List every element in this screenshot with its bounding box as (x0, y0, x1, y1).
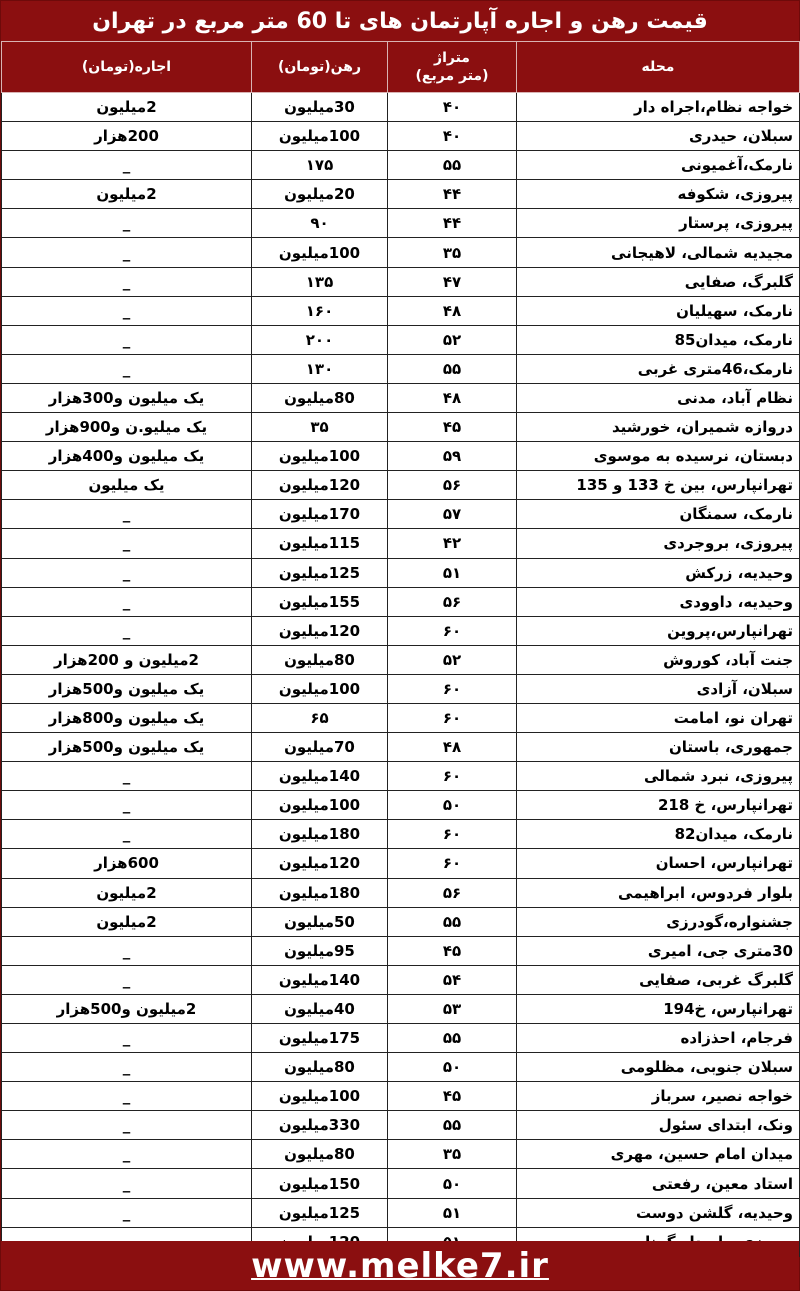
cell-mortgage: 100میلیون (252, 238, 388, 267)
table-row (2, 296, 800, 325)
header-rent: اجاره(تومان) (2, 42, 252, 93)
cell-area: پیروزی، پرستار (517, 209, 800, 238)
cell-rent: _ (2, 151, 252, 180)
cell-area: نارمک،46متری غربی (517, 354, 800, 383)
cell-size: ۳۵ (388, 1140, 517, 1169)
cell-rent: _ (2, 1169, 252, 1198)
cell-rent: _ (2, 1198, 252, 1227)
cell-rent: _ (2, 267, 252, 296)
cell-rent: _ (2, 296, 252, 325)
cell-size: ۵۰ (388, 791, 517, 820)
cell-rent: _ (2, 558, 252, 587)
cell-area: تهرانپارس، خ194 (517, 994, 800, 1023)
table-row (2, 529, 800, 558)
cell-size: ۶۰ (388, 762, 517, 791)
table-row (2, 703, 800, 732)
cell-area: نارمک، میدان85 (517, 325, 800, 354)
cell-size: ۶۰ (388, 674, 517, 703)
cell-size: ۵۱ (388, 558, 517, 587)
cell-rent: _ (2, 1111, 252, 1140)
cell-size: ۵۵ (388, 1111, 517, 1140)
cell-size: ۴۴ (388, 209, 517, 238)
cell-mortgage: 330میلیون (252, 1111, 388, 1140)
cell-area: وحیدیه، داوودی (517, 587, 800, 616)
table-row (2, 733, 800, 762)
cell-area: نارمک، سمنگان (517, 500, 800, 529)
header-size-line1: متراژ (434, 50, 470, 66)
cell-mortgage: ۱۷۵ (252, 151, 388, 180)
cell-area: میدان امام حسین، مهری (517, 1140, 800, 1169)
cell-rent: یک میلیون و500هزار (2, 733, 252, 762)
table-row (2, 791, 800, 820)
cell-size: ۴۰ (388, 122, 517, 151)
cell-mortgage: 125میلیون (252, 558, 388, 587)
cell-area: تهرانپارس، خ 218 (517, 791, 800, 820)
cell-size: ۴۵ (388, 413, 517, 442)
cell-rent: _ (2, 1082, 252, 1111)
cell-mortgage: 180میلیون (252, 878, 388, 907)
cell-rent: یک میلیون و300هزار (2, 383, 252, 412)
table-row (2, 354, 800, 383)
cell-size: ۵۵ (388, 1024, 517, 1053)
cell-area: دروازه شمیران، خورشید (517, 413, 800, 442)
cell-mortgage: 180میلیون (252, 820, 388, 849)
table-row (2, 820, 800, 849)
cell-rent: _ (2, 791, 252, 820)
cell-mortgage: 80میلیون (252, 645, 388, 674)
cell-rent: _ (2, 965, 252, 994)
cell-mortgage: 150میلیون (252, 1169, 388, 1198)
cell-area: بلوار فردوس، ابراهیمی (517, 878, 800, 907)
cell-rent: _ (2, 529, 252, 558)
cell-area: 30متری جی، امیری (517, 936, 800, 965)
cell-rent: 600هزار (2, 849, 252, 878)
table-row (2, 1169, 800, 1198)
cell-size: ۵۶ (388, 587, 517, 616)
cell-mortgage: 115میلیون (252, 529, 388, 558)
cell-rent: _ (2, 587, 252, 616)
table-row (2, 878, 800, 907)
cell-rent: _ (2, 238, 252, 267)
cell-area: جشنواره،گودرزی (517, 907, 800, 936)
cell-size: ۴۸ (388, 296, 517, 325)
cell-mortgage: 20میلیون (252, 180, 388, 209)
cell-mortgage: 50میلیون (252, 907, 388, 936)
cell-area: وحیدیه، گلشن دوست (517, 1198, 800, 1227)
cell-size: ۴۵ (388, 936, 517, 965)
website-link[interactable]: www.melke7.ir (251, 1245, 549, 1286)
cell-mortgage: 125میلیون (252, 1198, 388, 1227)
cell-rent: _ (2, 1024, 252, 1053)
cell-area: گلبرگ، صفایی (517, 267, 800, 296)
table-row (2, 267, 800, 296)
cell-size: ۵۳ (388, 994, 517, 1023)
cell-size: ۴۲ (388, 529, 517, 558)
cell-size: ۴۸ (388, 733, 517, 762)
cell-size: ۴۰ (388, 93, 517, 122)
header-row (2, 42, 800, 93)
table-row (2, 383, 800, 412)
cell-mortgage: 120میلیون (252, 849, 388, 878)
cell-area: ونک، ابتدای سئول (517, 1111, 800, 1140)
cell-rent: 2میلیون (2, 180, 252, 209)
cell-size: ۵۱ (388, 1198, 517, 1227)
cell-mortgage: 70میلیون (252, 733, 388, 762)
table-row (2, 93, 800, 122)
cell-mortgage: 155میلیون (252, 587, 388, 616)
cell-mortgage: ۶۵ (252, 703, 388, 732)
table-row (2, 558, 800, 587)
cell-rent: یک میلیون و500هزار (2, 674, 252, 703)
table-row (2, 616, 800, 645)
cell-size: ۴۵ (388, 1082, 517, 1111)
cell-size: ۵۵ (388, 151, 517, 180)
cell-area: جمهوری، باستان (517, 733, 800, 762)
cell-size: ۶۰ (388, 849, 517, 878)
cell-rent: 2میلیون و500هزار (2, 994, 252, 1023)
cell-size: ۴۷ (388, 267, 517, 296)
table-title: قیمت رهن و اجاره آپارتمان های تا 60 متر مربع در تهران (1, 1, 799, 41)
cell-rent: یک میلیون و800هزار (2, 703, 252, 732)
cell-size: ۵۵ (388, 354, 517, 383)
cell-mortgage: 140میلیون (252, 762, 388, 791)
cell-rent: _ (2, 820, 252, 849)
cell-area: فرجام، احذزاده (517, 1024, 800, 1053)
cell-area: وحیدیه، زرکش (517, 558, 800, 587)
cell-size: ۵۷ (388, 500, 517, 529)
cell-size: ۶۰ (388, 820, 517, 849)
table-row (2, 587, 800, 616)
table-body (2, 93, 800, 1257)
table-row (2, 965, 800, 994)
table-row (2, 907, 800, 936)
cell-mortgage: 140میلیون (252, 965, 388, 994)
cell-rent: _ (2, 1140, 252, 1169)
cell-mortgage: 100میلیون (252, 674, 388, 703)
cell-mortgage: 175میلیون (252, 1024, 388, 1053)
cell-rent: 2میلیون و 200هزار (2, 645, 252, 674)
table-row (2, 645, 800, 674)
cell-area: نارمک، سهیلیان (517, 296, 800, 325)
table-row (2, 122, 800, 151)
cell-size: ۵۲ (388, 325, 517, 354)
cell-area: خواجه نصیر، سرباز (517, 1082, 800, 1111)
table-row (2, 994, 800, 1023)
header-mortgage: رهن(تومان) (252, 42, 388, 93)
cell-size: ۵۰ (388, 1169, 517, 1198)
cell-area: نظام آباد، مدنی (517, 383, 800, 412)
cell-size: ۵۰ (388, 1053, 517, 1082)
cell-rent: _ (2, 354, 252, 383)
cell-area: دبستان، نرسیده به موسوی (517, 442, 800, 471)
cell-mortgage: ۳۵ (252, 413, 388, 442)
cell-mortgage: ۲۰۰ (252, 325, 388, 354)
cell-area: سبلان، آزادی (517, 674, 800, 703)
cell-rent: _ (2, 762, 252, 791)
cell-size: ۶۰ (388, 616, 517, 645)
cell-size: ۵۵ (388, 907, 517, 936)
cell-area: نارمک،آغمیونی (517, 151, 800, 180)
cell-area: تهران نو، امامت (517, 703, 800, 732)
cell-rent: 2میلیون (2, 93, 252, 122)
cell-area: نارمک، میدان82 (517, 820, 800, 849)
table-row (2, 1024, 800, 1053)
cell-mortgage: 80میلیون (252, 383, 388, 412)
cell-rent: یک میلیو.ن و900هزار (2, 413, 252, 442)
cell-size: ۵۶ (388, 471, 517, 500)
table-row (2, 413, 800, 442)
cell-rent: 200هزار (2, 122, 252, 151)
cell-mortgage: 100میلیون (252, 791, 388, 820)
cell-mortgage: 30میلیون (252, 93, 388, 122)
table-row (2, 471, 800, 500)
cell-size: ۵۶ (388, 878, 517, 907)
cell-size: ۴۴ (388, 180, 517, 209)
cell-mortgage: 170میلیون (252, 500, 388, 529)
table-row (2, 325, 800, 354)
cell-area: تهرانپارس، احسان (517, 849, 800, 878)
cell-rent: یک میلیون و400هزار (2, 442, 252, 471)
table-row (2, 180, 800, 209)
table-row (2, 1111, 800, 1140)
table-row (2, 1082, 800, 1111)
cell-mortgage: 80میلیون (252, 1053, 388, 1082)
table-row (2, 500, 800, 529)
cell-mortgage: 100میلیون (252, 122, 388, 151)
cell-mortgage: 120میلیون (252, 471, 388, 500)
cell-area: تهرانپارس، بین خ 133 و 135 (517, 471, 800, 500)
cell-size: ۵۲ (388, 645, 517, 674)
cell-area: پیروزی، بروجردی (517, 529, 800, 558)
cell-area: استاد معین، رفعتی (517, 1169, 800, 1198)
table-row (2, 442, 800, 471)
cell-mortgage: ۱۳۵ (252, 267, 388, 296)
cell-rent: یک میلیون (2, 471, 252, 500)
cell-area: سبلان، حیدری (517, 122, 800, 151)
cell-size: ۵۴ (388, 965, 517, 994)
table-row (2, 151, 800, 180)
cell-rent: 2میلیون (2, 907, 252, 936)
cell-rent: _ (2, 1053, 252, 1082)
cell-rent: _ (2, 936, 252, 965)
cell-mortgage: ۹۰ (252, 209, 388, 238)
cell-area: پیروزی، شکوفه (517, 180, 800, 209)
cell-mortgage: ۱۶۰ (252, 296, 388, 325)
cell-area: گلبرگ غربی، صفایی (517, 965, 800, 994)
cell-area: جنت آباد، کوروش (517, 645, 800, 674)
cell-mortgage: ۱۳۰ (252, 354, 388, 383)
cell-mortgage: 100میلیون (252, 442, 388, 471)
cell-size: ۴۸ (388, 383, 517, 412)
table-row (2, 1140, 800, 1169)
cell-size: ۵۹ (388, 442, 517, 471)
footer-bar (1, 1241, 799, 1290)
cell-area: تهرانپارس،پروین (517, 616, 800, 645)
table-row (2, 1053, 800, 1082)
table-row (2, 674, 800, 703)
cell-rent: _ (2, 209, 252, 238)
table-row (2, 936, 800, 965)
header-size-line2: (متر مربع) (415, 68, 489, 84)
table-row (2, 209, 800, 238)
cell-mortgage: 40میلیون (252, 994, 388, 1023)
price-table (1, 41, 800, 1257)
cell-area: سبلان جنوبی، مظلومی (517, 1053, 800, 1082)
cell-area: خواجه نظام،اجراه دار (517, 93, 800, 122)
header-size (388, 42, 517, 93)
cell-rent: _ (2, 325, 252, 354)
table-row (2, 849, 800, 878)
cell-mortgage: 120میلیون (252, 616, 388, 645)
cell-size: ۳۵ (388, 238, 517, 267)
cell-rent: 2میلیون (2, 878, 252, 907)
cell-area: مجیدیه شمالی، لاهیجانی (517, 238, 800, 267)
cell-mortgage: 95میلیون (252, 936, 388, 965)
cell-mortgage: 100میلیون (252, 1082, 388, 1111)
cell-size: ۶۰ (388, 703, 517, 732)
cell-mortgage: 80میلیون (252, 1140, 388, 1169)
table-row (2, 762, 800, 791)
cell-rent: _ (2, 500, 252, 529)
table-row (2, 238, 800, 267)
table-row (2, 1198, 800, 1227)
cell-rent: _ (2, 616, 252, 645)
header-area: محله (517, 42, 800, 93)
cell-area: پیروزی، نبرد شمالی (517, 762, 800, 791)
